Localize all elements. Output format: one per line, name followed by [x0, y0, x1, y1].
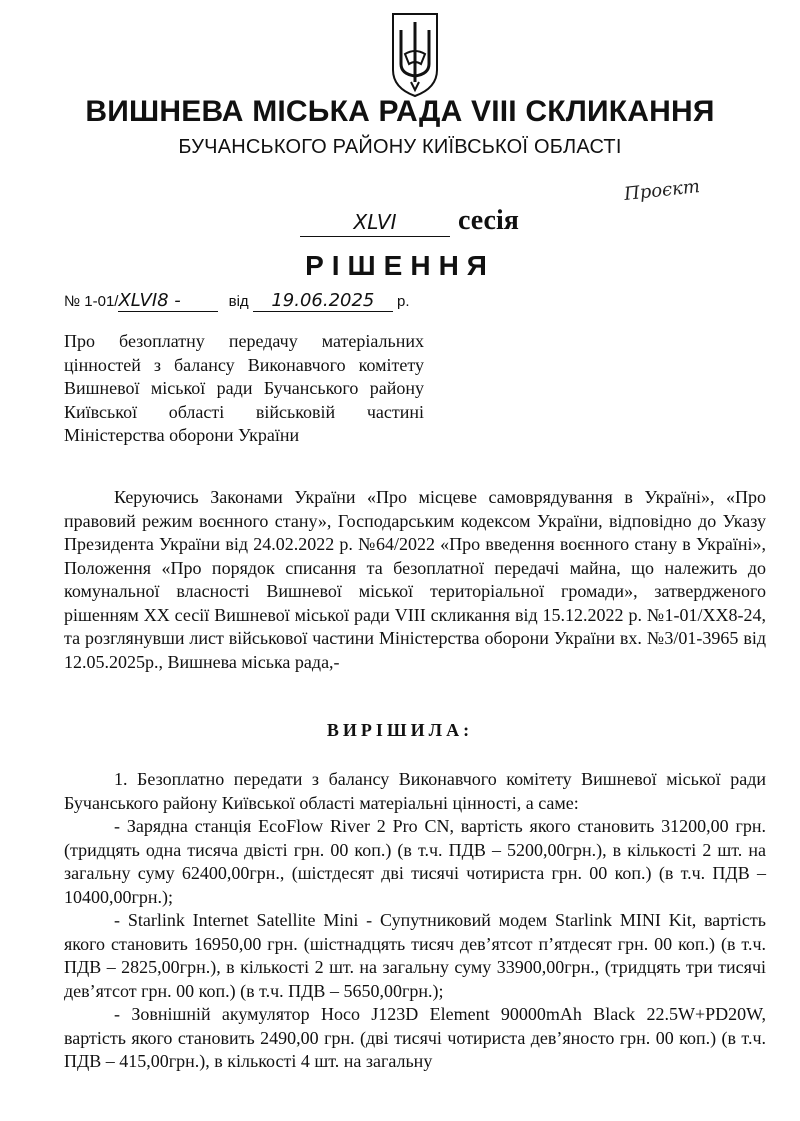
decision-number-prefix: № 1-01/ [64, 293, 119, 310]
draft-handwritten-mark: Проєкт [623, 176, 701, 205]
session-number: XLVI [300, 210, 450, 237]
coat-of-arms-trident-icon [387, 8, 443, 98]
resolution-item: 1. Безоплатно передати з балансу Виконавчого комітету Вишневої міської ради Бучанського району Київської області матеріальні цінності, а саме: [64, 769, 766, 813]
resolution-subitem: - Зарядна станція EcoFlow River 2 Pro CN, вартість якого становить 31200,00 грн. (тридцять одна тисяча двісті грн. 00 коп.) (в т.ч. ПДВ – 5200,00грн.), в кількості 2 шт. на загальну суму 62400,00грн., (шістдесят дві тисячі чотириста грн. 00 коп.) (в т.ч. ПДВ – 10400,00грн.); [64, 816, 766, 907]
decision-subject: Про безоплатну передачу матеріальних цінностей з балансу Виконавчого комітету Вишневої міської ради Бучанського району Київської області військовій частині Міністерства оборони України [64, 331, 424, 445]
preamble-paragraph: Керуючись Законами України «Про місцеве самоврядування в Україні», «Про правовий режим воєнного стану», Господарським кодексом України, відповідно до Указу Президента України від 24.02.2022 р. №64/2022 «Про введення воєнного стану в Україні», Положення «Про порядок списання та безоплатної передачі майна, що належить до комунальної власності Вишневої міської територіальної громади», затвердженого рішенням XX сесії Вишневої міської ради VIII скликання від 15.12.2022 р. №1-01/XX8-24, та розглянувши лист військової частини Міністерства оборони України вх. №3/01-3965 від 12.05.2025р., Вишнева міська рада,- [64, 487, 766, 672]
session-label: сесія [458, 205, 519, 236]
decision-number: XLVI8 - [118, 290, 218, 312]
decision-title: РІШЕННЯ [305, 250, 495, 281]
session-line [300, 205, 519, 241]
decision-date: 19.06.2025 [253, 290, 393, 312]
resolution-items [64, 768, 766, 1074]
registration-line [64, 290, 410, 312]
decision-date-prefix: від [228, 293, 249, 310]
resolution-subitem: - Starlink Internet Satellite Mini - Супутниковий модем Starlink MINI Kit, вартість якого становить 16950,00 грн. (шістнадцять тисяч дев’ятсот п’ятдесят грн. 00 коп.) (в т.ч. ПДВ – 2825,00грн.), в кількості 2 шт. на загальну суму 33900,00грн., (тридцять три тисячі дев’ятсот грн. 00 коп.) (в т.ч. ПДВ – 5650,00грн.); [64, 910, 766, 1001]
decision-date-suffix: р. [397, 293, 410, 310]
resolution-subitem: - Зовнішній акумулятор Hoco J123D Element 90000mAh Black 22.5W+PD20W, вартість якого становить 2490,00 грн. (дві тисячі чотириста дев’яносто грн. 00 коп.) (в т.ч. ПДВ – 415,00грн.), в кількості 4 шт. на загальну [64, 1004, 766, 1071]
council-title: ВИШНЕВА МІСЬКА РАДА VIII СКЛИКАННЯ [85, 95, 715, 128]
resolved-heading: ВИРІШИЛА: [326, 720, 474, 740]
council-subtitle: БУЧАНСЬКОГО РАЙОНУ КИЇВСЬКОЇ ОБЛАСТІ [178, 136, 622, 158]
